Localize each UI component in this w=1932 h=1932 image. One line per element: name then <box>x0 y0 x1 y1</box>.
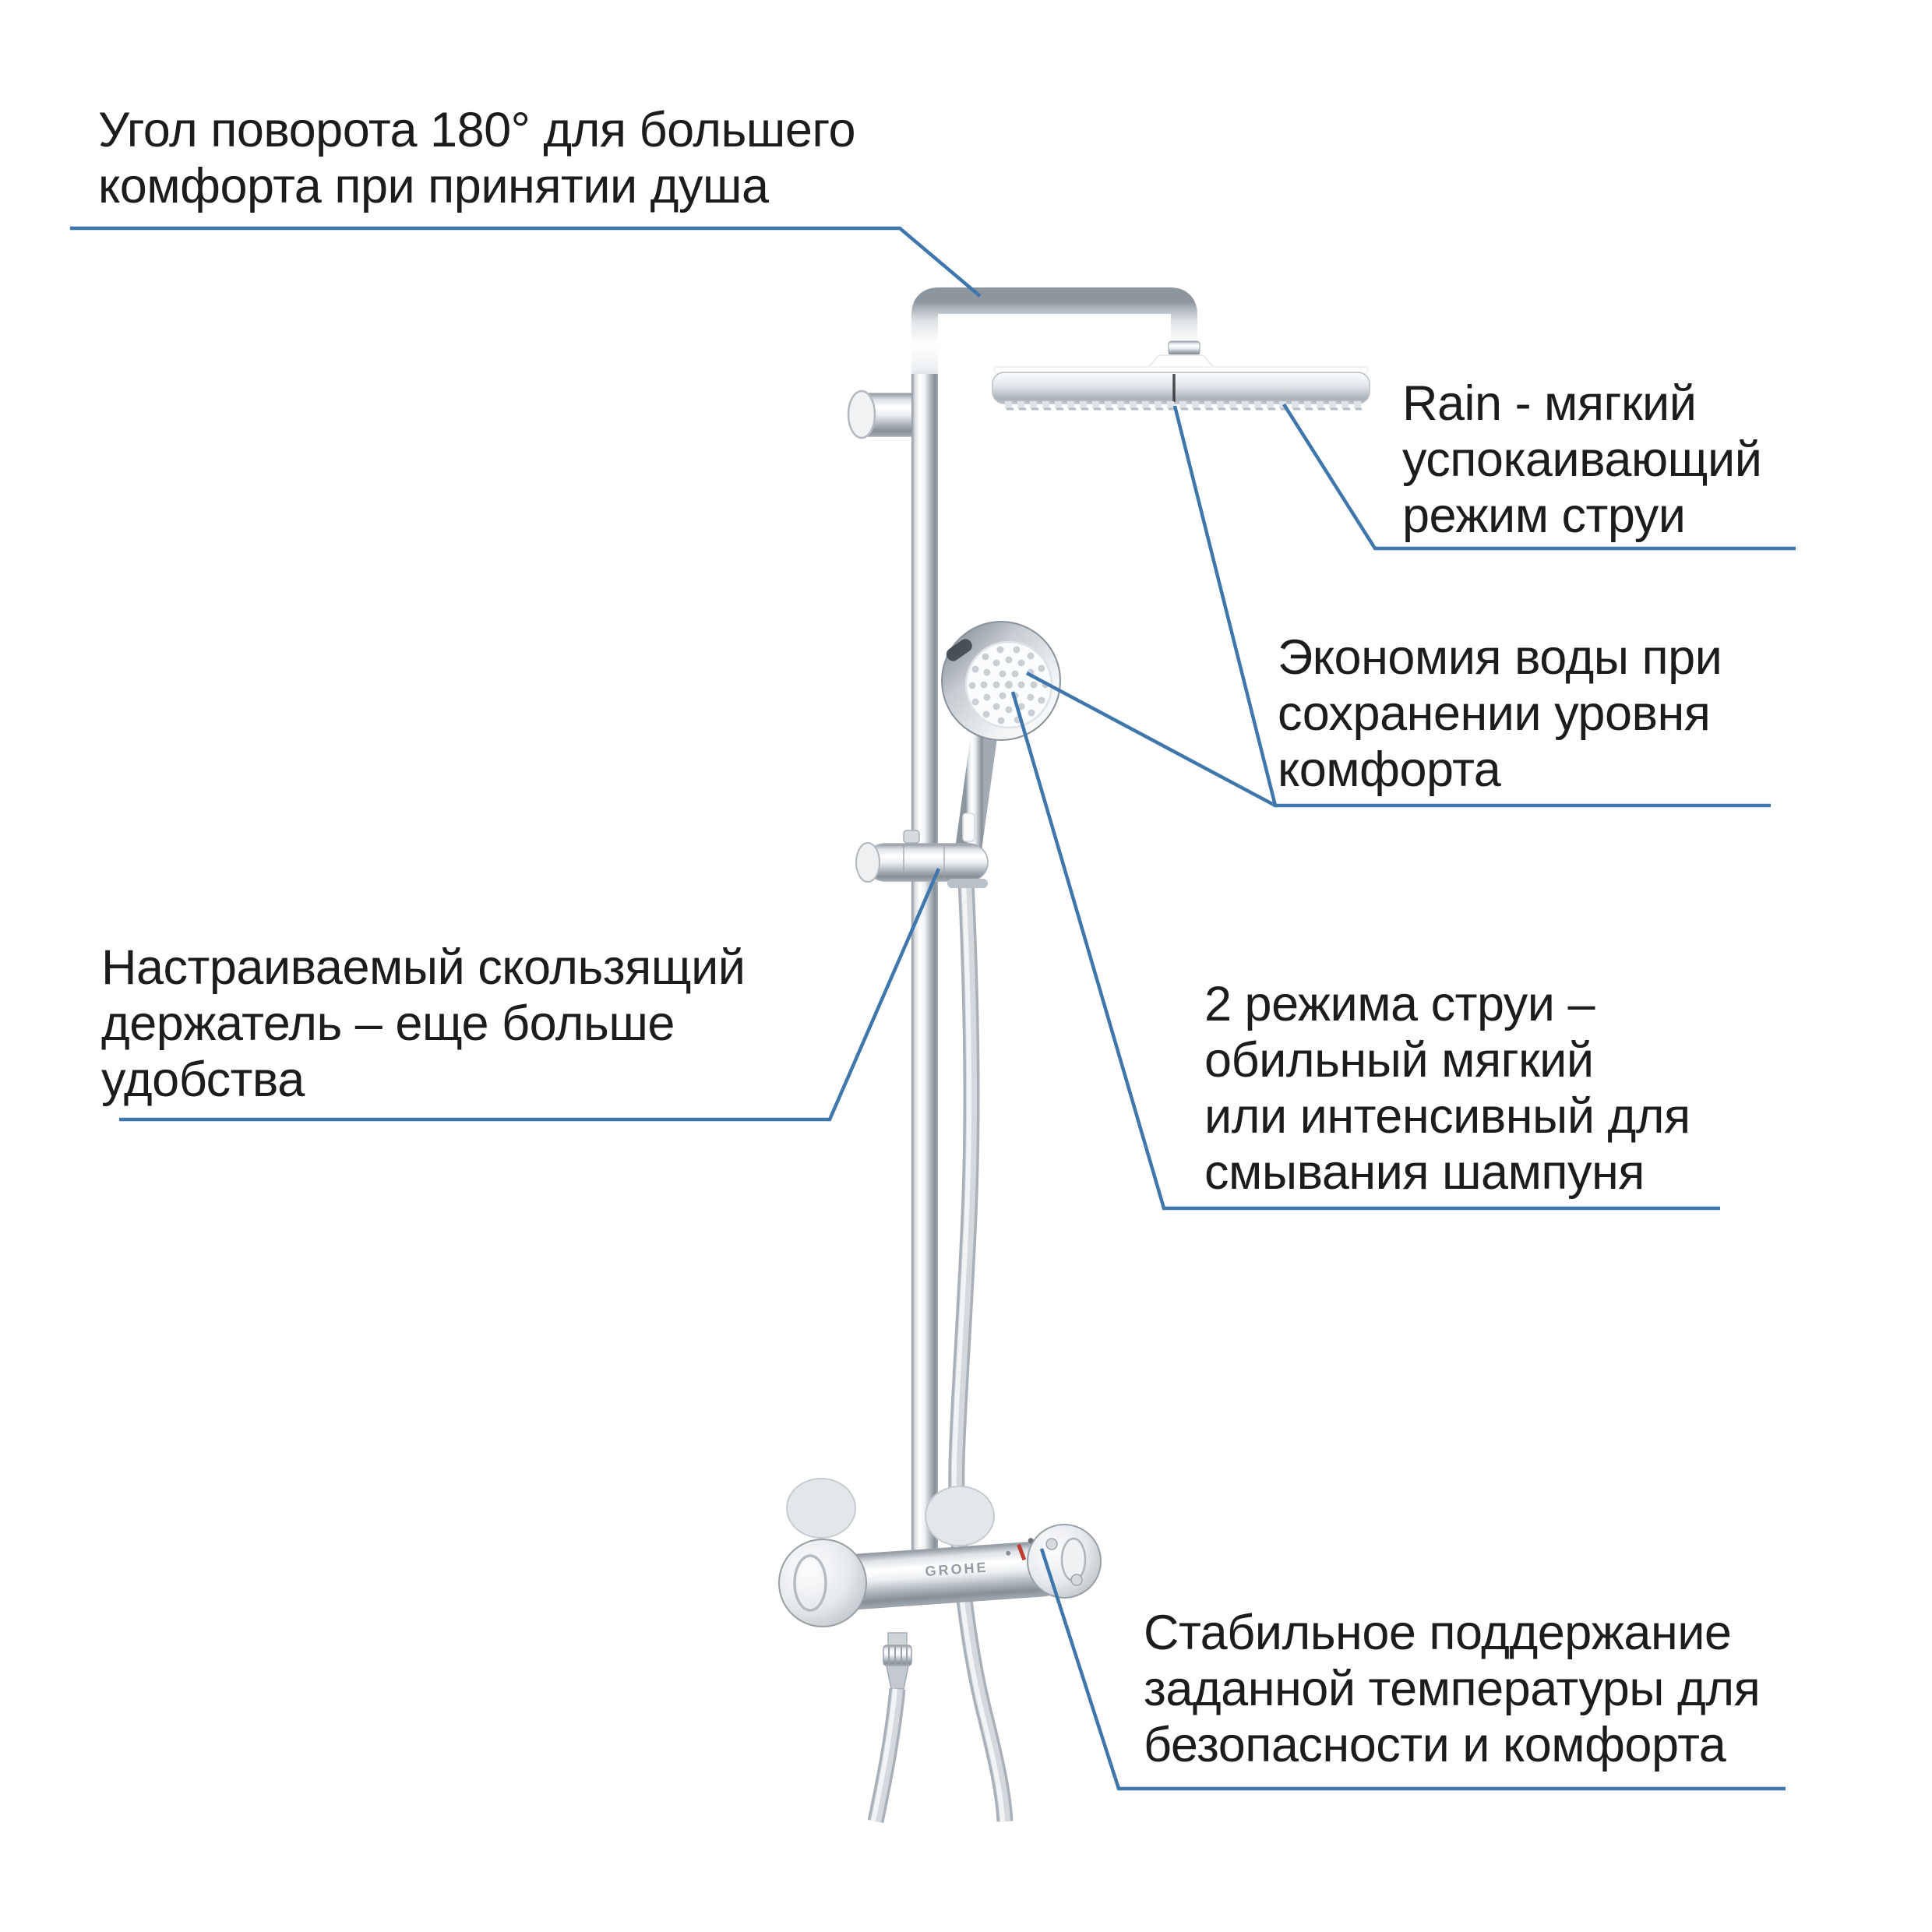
callout-thermostat <box>1144 1605 1760 1773</box>
thermostat-valve <box>779 1479 1101 1821</box>
head-shower <box>992 341 1370 409</box>
wall-union-right <box>925 1486 994 1546</box>
callout-rain-spray <box>1402 375 1761 544</box>
holder-end-cap <box>856 843 880 882</box>
callout-two-spray-modes-line-2: обильный мягкий <box>1204 1033 1594 1088</box>
wall-mount-knob <box>848 391 916 438</box>
callout-thermostat-line-3: безопасности и комфорта <box>1144 1718 1726 1772</box>
callout-two-spray-modes <box>1204 976 1690 1200</box>
callout-water-saving-line-1: Экономия воды при <box>1278 630 1722 685</box>
callout-water-saving-line-2: сохранении уровня <box>1278 686 1711 741</box>
holder-body <box>866 844 988 881</box>
callout-rain-spray-line-1: Rain - мягкий <box>1402 376 1697 431</box>
leader-swivel-arm <box>70 228 980 296</box>
head-connector <box>1169 341 1200 355</box>
valve-outlet <box>883 1633 911 1689</box>
callout-rain-spray-line-3: режим струи <box>1402 488 1686 543</box>
callout-thermostat-line-2: заданной температуры для <box>1144 1662 1761 1716</box>
handle-label <box>963 813 975 841</box>
callout-sliding-holder-line-3: удобства <box>101 1052 305 1107</box>
wall-union-left <box>787 1479 855 1538</box>
callout-two-spray-modes-line-3: или интенсивный для <box>1204 1089 1690 1144</box>
callout-sliding-holder-line-2: держатель – еще больше <box>101 996 675 1051</box>
callout-water-saving-line-3: комфорта <box>1278 742 1501 797</box>
callout-swivel-arm-line-2: комфорта при принятии душа <box>98 159 769 213</box>
callout-sliding-holder <box>101 940 746 1108</box>
brand-logo: GROHE <box>924 1559 989 1580</box>
callout-water-saving <box>1278 629 1722 798</box>
callout-swivel-arm-line-1: Угол поворота 180° для большего <box>98 103 856 157</box>
callout-sliding-holder-line-1: Настраиваемый скользящий <box>101 940 746 995</box>
callout-two-spray-modes-line-1: 2 режима струи – <box>1204 977 1595 1031</box>
holder-lock-tab <box>904 830 919 843</box>
leader-water-saving-from-hand <box>1027 673 1275 806</box>
callout-two-spray-modes-line-4: смывания шампуня <box>1204 1145 1645 1200</box>
shower-rail <box>911 374 938 1580</box>
outlet-hose <box>873 1689 897 1821</box>
hand-shower-hose <box>954 882 1005 1821</box>
callout-thermostat-line-1: Стабильное поддержание <box>1144 1606 1732 1660</box>
head-chrome-band <box>992 372 1370 404</box>
temperature-knob[interactable] <box>779 1539 866 1627</box>
callout-rain-spray-line-2: успокаивающий <box>1402 432 1762 487</box>
holder-cradle <box>947 879 988 888</box>
callout-swivel-arm <box>98 102 855 214</box>
